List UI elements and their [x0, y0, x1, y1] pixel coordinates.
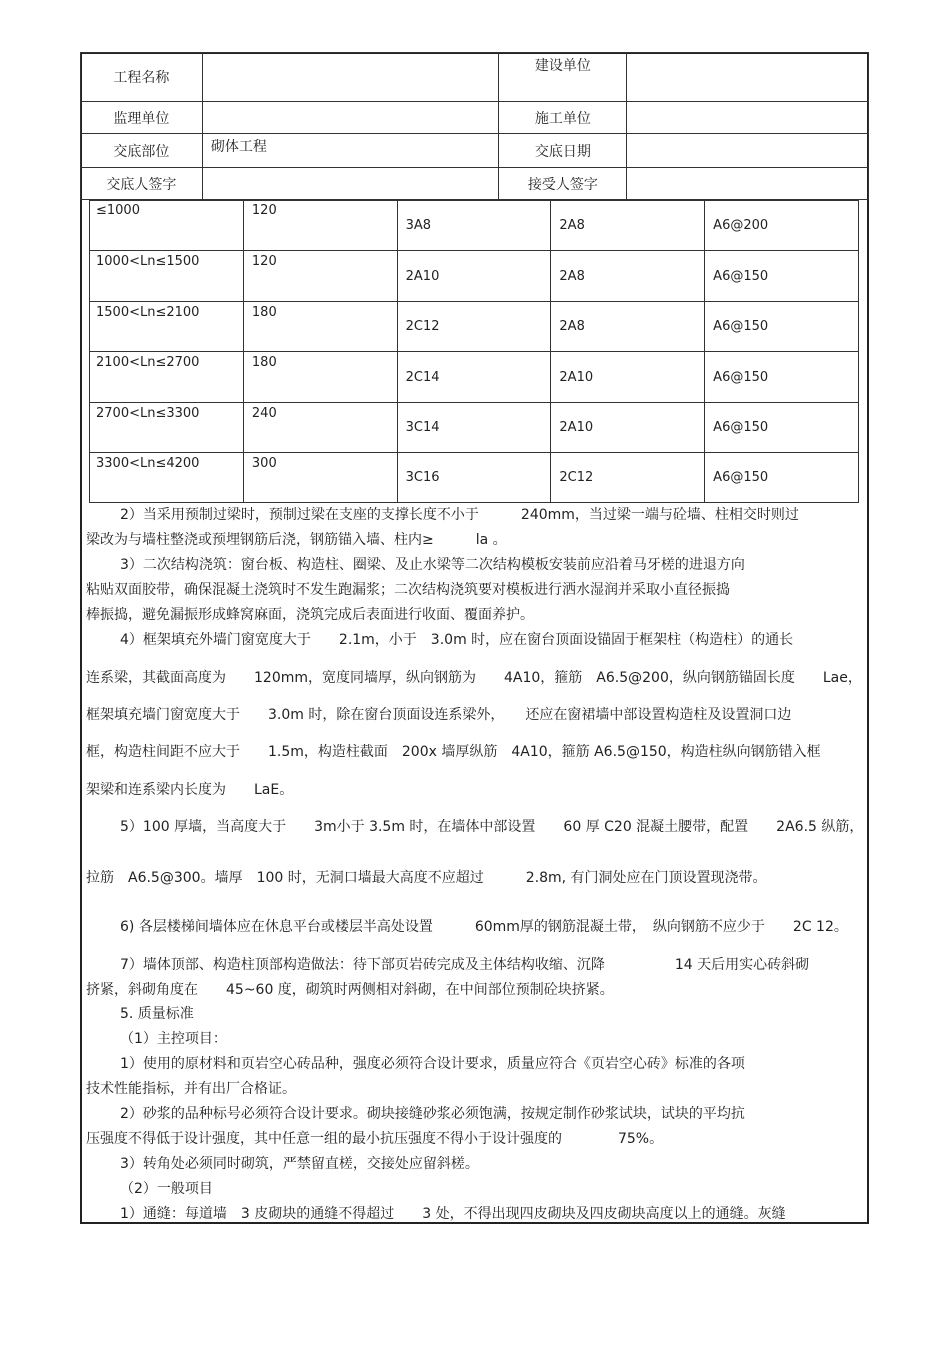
top-bar-cell: 2A8: [551, 302, 705, 352]
bottom-bar-cell: 2A10: [397, 251, 551, 302]
receiver-label: 接受人签字: [499, 168, 627, 200]
signer-label: 交底人签字: [81, 168, 203, 200]
span-cell: 3300<Ln≤4200: [90, 453, 244, 503]
stirrup-cell: A6@150: [705, 302, 859, 352]
body-line: 3）二次结构浇筑：窗台板、构造柱、圈梁、及止水梁等二次结构模板安装前应沿着马牙槎的进退方向: [120, 557, 745, 573]
location-label: 交底部位: [81, 134, 203, 168]
top-bar-cell: 2A10: [551, 403, 705, 453]
constructor-label: 施工单位: [499, 102, 627, 134]
body-line: 3）转角处必须同时砌筑，严禁留直槎，交接处应留斜槎。: [120, 1156, 479, 1172]
table-row: [90, 302, 859, 352]
body-line: 7）墙体顶部、构造柱顶部构造做法：待下部页岩砖完成及主体结构收缩、沉降 14 天后用实心砖斜砌: [120, 957, 810, 973]
lintel-spec-table: [89, 200, 859, 503]
header-table: [80, 52, 869, 200]
body-line: 2）砂浆的品种标号必须符合设计要求。砌块接缝砂浆必须饱满，按规定制作砂浆试块，试块的平均抗: [120, 1106, 745, 1122]
date-field: [627, 134, 869, 168]
bottom-bar-cell: 2C12: [397, 302, 551, 352]
stirrup-cell: A6@150: [705, 352, 859, 403]
subsection-heading: （1）主控项目：: [120, 1031, 227, 1047]
owner-field: [627, 53, 869, 102]
height-cell: 240: [243, 403, 397, 453]
bottom-bar-cell: 2C14: [397, 352, 551, 403]
body-line: 1）通缝：每道墙 3 皮砌块的通缝不得超过 3 处，不得出现四皮砌块及四皮砌块高度以上的通缝。灰缝: [120, 1206, 786, 1222]
top-bar-cell: 2C12: [551, 453, 705, 503]
height-cell: 180: [243, 352, 397, 403]
supervisor-label: 监理单位: [81, 102, 203, 134]
bottom-bar-cell: 3C14: [397, 403, 551, 453]
top-bar-cell: 2A8: [551, 201, 705, 251]
body-line: 技术性能指标，并有出厂合格证。: [86, 1081, 296, 1097]
stirrup-cell: A6@150: [705, 403, 859, 453]
table-row: [90, 251, 859, 302]
span-cell: 1500<Ln≤2100: [90, 302, 244, 352]
span-cell: 2100<Ln≤2700: [90, 352, 244, 403]
body-line: 6) 各层楼梯间墙体应在休息平台或楼层半高处设置 60mm厚的钢筋混凝土带， 纵向钢筋不应少于 2C 12。: [120, 919, 848, 935]
table-row: [90, 201, 859, 251]
body-line: 棒振捣，避免漏振形成蜂窝麻面，浇筑完成后表面进行收面、覆面养护。: [86, 607, 534, 623]
signer-field: [202, 168, 499, 200]
stirrup-cell: A6@150: [705, 453, 859, 503]
body-line: 4）框架填充外墙门窗宽度大于 2.1m，小于 3.0m 时，应在窗台顶面设锚固于框架柱（构造柱）的通长: [120, 632, 794, 648]
section-heading: 5. 质量标准: [120, 1006, 194, 1022]
stirrup-cell: A6@200: [705, 201, 859, 251]
supervisor-field: [202, 102, 499, 134]
table-row: [90, 403, 859, 453]
subsection-heading: （2）一般项目: [120, 1181, 213, 1197]
location-value: 砌体工程: [202, 134, 499, 168]
body-line: 连系梁，其截面高度为 120mm，宽度同墙厚，纵向钢筋为 4A10，箍筋 A6.5@200，纵向钢筋锚固长度 Lae，: [86, 670, 862, 686]
table-row: [90, 352, 859, 403]
top-bar-cell: 2A10: [551, 352, 705, 403]
span-cell: ≤1000: [90, 201, 244, 251]
project-name-label: 工程名称: [81, 53, 203, 102]
height-cell: 120: [243, 201, 397, 251]
body-line: 框，构造柱间距不应大于 1.5m，构造柱截面 200x 墙厚纵筋 4A10，箍筋 A6.5@150，构造柱纵向钢筋错入框: [86, 744, 821, 760]
body-line: 梁改为与墙柱整浇或预埋钢筋后浇，钢筋锚入墙、柱内≥ la 。: [86, 532, 507, 548]
receiver-field: [627, 168, 869, 200]
body-line: 压强度不得低于设计强度，其中任意一组的最小抗压强度不得小于设计强度的 75%。: [86, 1131, 664, 1147]
table-row: [90, 453, 859, 503]
body-line: 2）当采用预制过梁时，预制过梁在支座的支撑长度不小于 240mm，当过梁一端与砼墙、柱相交时则过: [120, 507, 799, 523]
owner-label: 建设单位: [499, 53, 627, 102]
body-line: 粘贴双面胶带，确保混凝土浇筑时不发生跑漏浆；二次结构浇筑要对模板进行洒水湿润并采取小直径振捣: [86, 582, 730, 598]
height-cell: 120: [243, 251, 397, 302]
date-label: 交底日期: [499, 134, 627, 168]
top-bar-cell: 2A8: [551, 251, 705, 302]
body-line: 1）使用的原材料和页岩空心砖品种，强度必须符合设计要求，质量应符合《页岩空心砖》标准的各项: [120, 1056, 745, 1072]
height-cell: 180: [243, 302, 397, 352]
body-line: 架梁和连系梁内长度为 LaE。: [86, 782, 294, 798]
bottom-bar-cell: 3C16: [397, 453, 551, 503]
constructor-field: [627, 102, 869, 134]
body-line: 5）100 厚墙，当高度大于 3m小于 3.5m 时，在墙体中部设置 60 厚 C20 混凝土腰带，配置 2A6.5 纵筋，: [120, 819, 864, 835]
span-cell: 2700<Ln≤3300: [90, 403, 244, 453]
project-name-field: [202, 53, 499, 102]
bottom-bar-cell: 3A8: [397, 201, 551, 251]
body-line: 挤紧，斜砌角度在 45~60 度，砌筑时两侧相对斜砌，在中间部位预制砼块挤紧。: [86, 982, 614, 998]
height-cell: 300: [243, 453, 397, 503]
body-line: 拉筋 A6.5@300。墙厚 100 时，无洞口墙最大高度不应超过 2.8m, 有门洞处应在门顶设置现浇带。: [86, 870, 767, 886]
span-cell: 1000<Ln≤1500: [90, 251, 244, 302]
stirrup-cell: A6@150: [705, 251, 859, 302]
body-line: 框架填充墙门窗宽度大于 3.0m 时，除在窗台顶面设连系梁外， 还应在窗裙墙中部设置构造柱及设置洞口边: [86, 707, 792, 723]
